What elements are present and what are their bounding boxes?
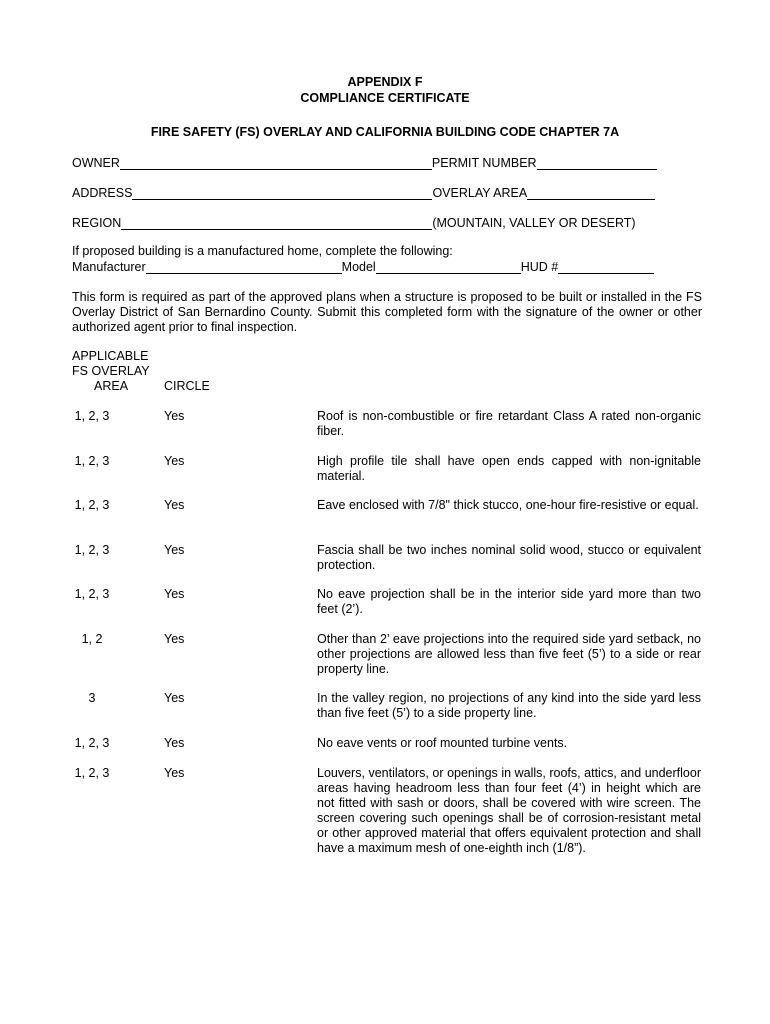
col-header-circle: CIRCLE xyxy=(164,379,210,393)
row-requirement: Eave enclosed with 7/8" thick stucco, one-hour fire-resistive or equal. xyxy=(317,498,699,512)
row-requirement: Louvers, ventilators, or openings in walls, roofs, attics, and underfloor areas having headroom less than four feet (4’) in height which are not fitted with sash or doors, shall be covered with wire screen. The screen covering such openings shall be of corrosion-resistant metal or other approved material that offers equivalent protection and shall have a maximum mesh of one-eighth inch (1/8”). xyxy=(317,766,701,855)
owner-label: OWNER xyxy=(72,156,120,170)
manufacturer-field[interactable] xyxy=(146,260,342,274)
col-header-area-3: AREA xyxy=(94,379,129,393)
row-yes[interactable]: Yes xyxy=(164,543,185,557)
row-yes[interactable]: Yes xyxy=(164,409,185,423)
row-requirement: In the valley region, no projections of any kind into the side yard less than five feet (5’) to a side property line. xyxy=(317,691,701,720)
row-area: 1, 2, 3 xyxy=(74,454,110,468)
model-field[interactable] xyxy=(376,260,521,274)
owner-row xyxy=(72,155,657,170)
row-requirement: No eave vents or roof mounted turbine vents. xyxy=(317,736,568,750)
region-label: REGION xyxy=(72,216,122,230)
row-area: 1, 2, 3 xyxy=(74,498,110,512)
certificate-title: COMPLIANCE CERTIFICATE xyxy=(300,91,470,105)
col-header-area-1: APPLICABLE xyxy=(72,349,149,363)
row-requirement: Other than 2’ eave projections into the required side yard setback, no other projections are allowed less than five feet (5’) to a side or rear property line. xyxy=(317,632,701,676)
row-requirement: High profile tile shall have open ends capped with non-ignitable material. xyxy=(317,454,701,483)
row-area: 1, 2, 3 xyxy=(74,409,110,423)
row-area: 3 xyxy=(88,691,96,705)
row-area: 1, 2, 3 xyxy=(74,543,110,557)
permit-number-field[interactable] xyxy=(537,156,657,170)
hud-label: HUD # xyxy=(520,260,559,274)
row-yes[interactable]: Yes xyxy=(164,498,185,512)
row-area: 1, 2, 3 xyxy=(74,587,110,601)
row-requirement: Roof is non-combustible or fire retardant Class A rated non-organic fiber. xyxy=(317,409,701,438)
hud-field[interactable] xyxy=(558,260,654,274)
appendix-title: APPENDIX F xyxy=(347,75,423,89)
row-yes[interactable]: Yes xyxy=(164,454,185,468)
permit-number-label: PERMIT NUMBER xyxy=(431,156,537,170)
region-hint: (MOUNTAIN, VALLEY OR DESERT) xyxy=(432,216,636,230)
row-area: 1, 2, 3 xyxy=(74,736,110,750)
owner-field[interactable] xyxy=(120,156,432,170)
manufactured-intro: If proposed building is a manufactured home, complete the following: xyxy=(72,244,453,258)
model-label: Model xyxy=(341,260,376,274)
row-yes[interactable]: Yes xyxy=(164,632,185,646)
region-row xyxy=(72,215,636,230)
col-header-area-2: FS OVERLAY xyxy=(72,364,150,378)
overlay-area-field[interactable] xyxy=(527,186,655,200)
region-field[interactable] xyxy=(121,216,432,230)
notice-paragraph: This form is required as part of the approved plans when a structure is proposed to be built or installed in the FS Overlay District of San Bernardino County. Submit this completed form with the signature of the owner or other authorized agent prior to final inspection. xyxy=(72,290,702,334)
row-yes[interactable]: Yes xyxy=(164,736,185,750)
overlay-area-label: OVERLAY AREA xyxy=(432,186,528,200)
address-label: ADDRESS xyxy=(72,186,133,200)
row-area: 1, 2, 3 xyxy=(74,766,110,780)
manufactured-row xyxy=(72,259,654,274)
form-subtitle: FIRE SAFETY (FS) OVERLAY AND CALIFORNIA BUILDING CODE CHAPTER 7A xyxy=(150,125,620,139)
address-row xyxy=(72,185,655,200)
row-requirement: No eave projection shall be in the interior side yard more than two feet (2’). xyxy=(317,587,701,616)
row-requirement: Fascia shall be two inches nominal solid wood, stucco or equivalent protection. xyxy=(317,543,701,572)
row-yes[interactable]: Yes xyxy=(164,766,185,780)
manufacturer-label: Manufacturer xyxy=(72,260,146,274)
row-yes[interactable]: Yes xyxy=(164,691,185,705)
row-area: 1, 2 xyxy=(81,632,103,646)
address-field[interactable] xyxy=(132,186,432,200)
row-yes[interactable]: Yes xyxy=(164,587,185,601)
